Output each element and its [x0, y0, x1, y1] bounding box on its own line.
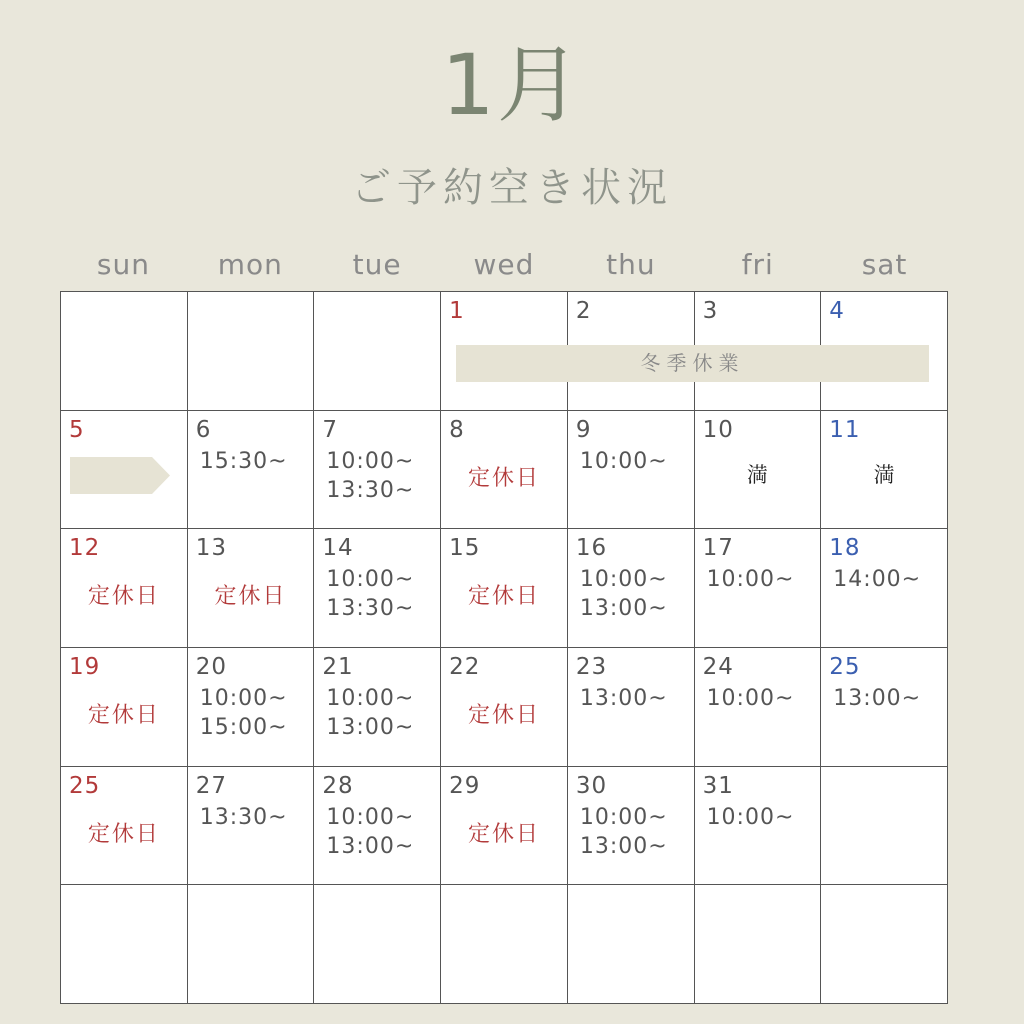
page-subtitle: ご予約空き状況 — [351, 165, 673, 211]
calendar-cell — [188, 411, 315, 530]
calendar-cell — [441, 411, 568, 530]
day-number: 4 — [829, 298, 845, 324]
closed-day-label: 定休日 — [214, 584, 287, 610]
closed-day-label: 定休日 — [467, 465, 540, 491]
available-times: 14:00~ — [833, 567, 922, 593]
closed-day-label: 定休日 — [87, 584, 160, 610]
available-times: 10:00~ 13:00~ — [326, 804, 415, 859]
calendar-cell — [568, 885, 695, 1004]
weekday-mon: mon — [217, 248, 283, 281]
calendar-cell — [188, 885, 315, 1004]
available-times: 10:00~ 15:00~ — [199, 685, 288, 740]
fully-booked-label: 満 — [873, 462, 895, 487]
calendar-cell — [61, 529, 188, 648]
weekday-wed: wed — [473, 248, 535, 281]
available-times: 13:30~ — [199, 804, 288, 830]
day-number: 29 — [449, 772, 481, 799]
day-number: 1 — [449, 298, 465, 324]
day-number: 2 — [575, 298, 592, 324]
day-number: 14 — [322, 535, 354, 562]
weekday-fri: fri — [741, 248, 774, 281]
calendar-cell — [568, 767, 695, 886]
calendar-cell — [314, 529, 441, 648]
calendar-cell — [821, 529, 948, 648]
calendar-cell — [695, 648, 822, 767]
day-number: 9 — [575, 416, 592, 443]
calendar-cell — [821, 885, 948, 1004]
day-number: 24 — [702, 653, 734, 680]
calendar-cell — [188, 648, 315, 767]
calendar-cell — [821, 648, 948, 767]
closed-day-label: 定休日 — [87, 821, 160, 847]
day-number: 31 — [702, 772, 734, 799]
calendar-cell — [441, 648, 568, 767]
weekday-header — [60, 248, 948, 281]
day-number: 12 — [69, 535, 101, 562]
closed-day-label: 定休日 — [467, 584, 540, 610]
calendar-cell — [695, 767, 822, 886]
calendar-cell — [61, 292, 188, 411]
available-times: 10:00~ — [579, 448, 668, 474]
calendar-cell — [314, 292, 441, 411]
day-number: 19 — [69, 653, 101, 680]
day-number: 8 — [449, 416, 465, 443]
day-number: 28 — [322, 772, 354, 799]
closed-day-label: 定休日 — [467, 821, 540, 847]
calendar-cell — [441, 885, 568, 1004]
day-number: 11 — [829, 416, 861, 443]
calendar-cell — [188, 529, 315, 648]
day-number: 16 — [575, 535, 608, 562]
available-times: 10:00~ — [706, 567, 795, 593]
calendar-cell — [314, 648, 441, 767]
available-times: 10:00~ — [706, 685, 795, 711]
weekday-sat: sat — [861, 248, 908, 281]
weekday-tue: tue — [352, 248, 402, 281]
calendar-cell — [314, 411, 441, 530]
weekday-thu: thu — [606, 248, 656, 281]
day-number: 25 — [69, 772, 101, 799]
day-number: 3 — [702, 298, 719, 324]
calendar-cell — [821, 767, 948, 886]
day-number: 30 — [575, 772, 608, 799]
day-number: 27 — [195, 772, 227, 799]
day-number: 25 — [829, 653, 861, 680]
day-number: 21 — [322, 653, 354, 680]
calendar-cell — [314, 767, 441, 886]
calendar-cell — [441, 767, 568, 886]
available-times: 10:00~ 13:30~ — [326, 448, 415, 503]
winter-closure-banner: 冬季休業 — [456, 345, 929, 382]
available-times: 13:00~ — [579, 685, 668, 711]
arrow-shape — [70, 457, 170, 494]
available-times: 10:00~ 13:00~ — [579, 804, 668, 859]
day-number: 23 — [575, 653, 608, 680]
calendar-cell — [695, 411, 822, 530]
available-times: 15:30~ — [199, 448, 288, 474]
day-number: 6 — [195, 416, 212, 443]
day-number: 5 — [69, 416, 85, 443]
calendar-cell — [61, 885, 188, 1004]
calendar-cell — [821, 411, 948, 530]
available-times: 13:00~ — [833, 685, 922, 711]
calendar-cell — [61, 767, 188, 886]
calendar-cell — [695, 885, 822, 1004]
calendar-cell — [568, 411, 695, 530]
day-number: 10 — [702, 416, 734, 443]
calendar-cell — [695, 529, 822, 648]
fully-booked-label: 満 — [746, 462, 768, 487]
day-number: 15 — [449, 535, 481, 562]
day-number: 22 — [449, 653, 481, 680]
day-number: 17 — [702, 535, 734, 562]
available-times: 10:00~ 13:00~ — [579, 567, 668, 622]
available-times: 10:00~ 13:00~ — [326, 685, 415, 740]
month-title: 1月 — [441, 36, 583, 134]
calendar-grid — [60, 291, 948, 1004]
day-number: 18 — [829, 535, 861, 562]
closed-day-label: 定休日 — [467, 702, 540, 728]
calendar-cell — [188, 767, 315, 886]
calendar-cell — [61, 648, 188, 767]
calendar-cell — [188, 292, 315, 411]
calendar-cell — [568, 529, 695, 648]
available-times: 10:00~ 13:30~ — [326, 567, 415, 622]
calendar-cell — [441, 529, 568, 648]
day-number: 13 — [195, 535, 227, 562]
day-number: 20 — [195, 653, 227, 680]
calendar-cell — [314, 885, 441, 1004]
weekday-sun: sun — [96, 248, 150, 281]
available-times: 10:00~ — [706, 804, 795, 830]
calendar-cell — [568, 648, 695, 767]
day-number: 7 — [322, 416, 339, 443]
closed-day-label: 定休日 — [87, 702, 160, 728]
